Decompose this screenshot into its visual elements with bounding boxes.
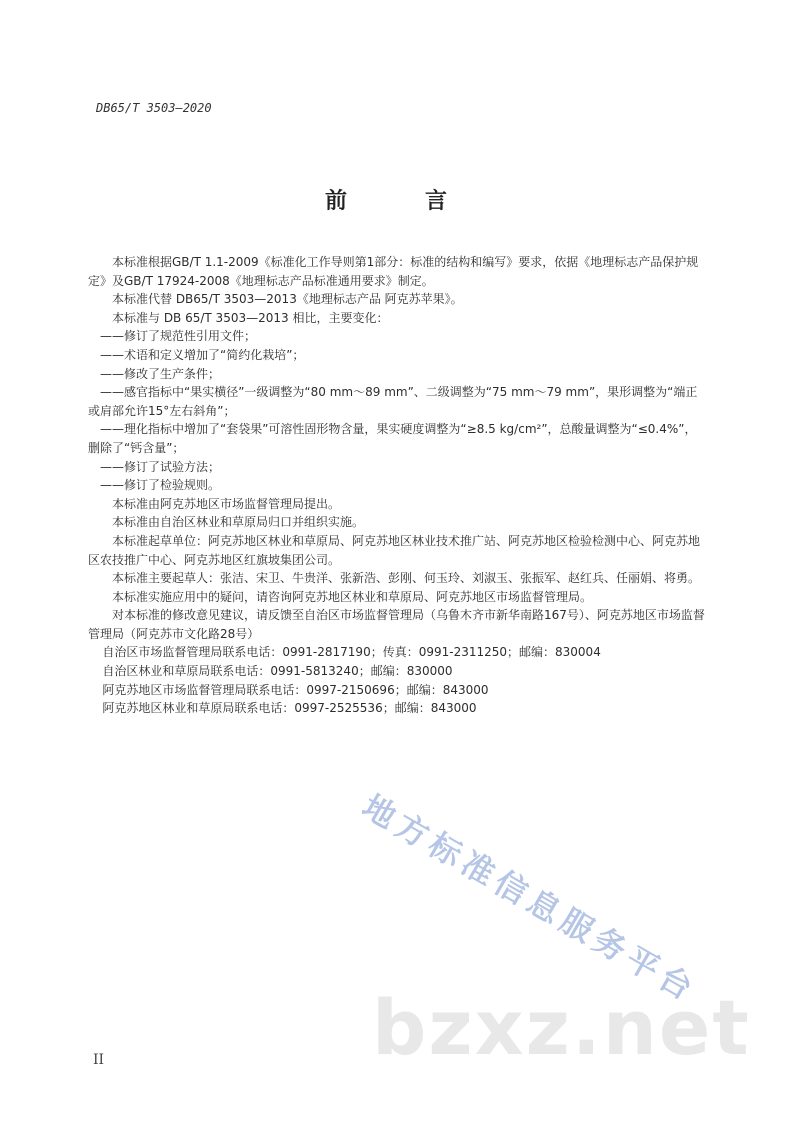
change-item: ——修订了检验规则。 <box>100 478 221 493</box>
paragraph-administrator: 本标准由自治区林业和草原局归口并组织实施。 <box>112 515 365 530</box>
contact-line: 自治区林业和草原局联系电话：0991-5813240；邮编：830000 <box>102 664 453 679</box>
document-code: DB65/T 3503—2020 <box>96 101 212 115</box>
change-item: ——理化指标中增加了“套袋果”可溶性固形物含量，果实硬度调整为“≥8.5 kg/cm²”，总酸量调整为“≤0.4%”，删除了“钙含量”； <box>88 422 697 455</box>
page-number: II <box>93 1052 105 1068</box>
paragraph-replaces: 本标准代替 DB65/T 3503—2013《地理标志产品 阿克苏苹果》。 <box>112 292 463 307</box>
paragraph-drafting-units: 本标准起草单位：阿克苏地区林业和草原局、阿克苏地区林业技术推广站、阿克苏地区检验检测中心、阿克苏地区农技推广中心、阿克苏地区红旗坡集团公司。 <box>88 533 701 567</box>
change-item: ——修改了生产条件； <box>100 366 221 381</box>
paragraph-basis: 本标准根据GB/T 1.1-2009《标准化工作导则第1部分：标准的结构和编写》要求，依据《地理标志产品保护规定》及GB/T 17924-2008《地理标志产品标准通用要求》制定。 <box>88 255 699 288</box>
contact-line: 阿克苏地区林业和草原局联系电话：0997-2525536；邮编：843000 <box>102 701 477 716</box>
paragraph-inquiries: 本标准实施应用中的疑问，请咨询阿克苏地区林业和草原局、阿克苏地区市场监督管理局。 <box>112 589 593 604</box>
page-title: 前 言 <box>324 188 475 214</box>
contact-line: 自治区市场监督管理局联系电话：0991-2817190；传真：0991-2311250；邮编：830004 <box>102 645 601 660</box>
foreword-body <box>88 253 706 718</box>
paragraph-drafters: 本标准主要起草人：张洁、宋卫、牛贵洋、张新浩、彭刚、何玉玲、刘淑玉、张振军、赵红兵、任丽娟、将勇。 <box>112 571 701 586</box>
contact-line: 阿克苏地区市场监督管理局联系电话：0997-2150696；邮编：843000 <box>102 682 489 697</box>
paragraph-changes-intro: 本标准与 DB 65/T 3503—2013 相比，主要变化： <box>112 310 389 325</box>
watermark-text-cn: 地方标准信息服务平台 <box>356 787 705 1011</box>
paragraph-proposer: 本标准由阿克苏地区市场监督管理局提出。 <box>112 496 341 511</box>
watermark-text-en: bzxz.net <box>372 983 751 1072</box>
change-item: ——修订了规范性引用文件； <box>100 329 257 344</box>
change-item: ——术语和定义增加了“简约化栽培”； <box>100 347 305 362</box>
change-item: ——修订了试验方法； <box>100 459 221 474</box>
paragraph-feedback: 对本标准的修改意见建议，请反馈至自治区市场监督管理局（乌鲁木齐市新华南路167号）、阿克苏地区市场监督管理局（阿克苏市文化路28号） <box>88 608 705 641</box>
change-item: ——感官指标中“果实横径”一级调整为“80 mm～89 mm”、二级调整为“75 mm～79 mm”，果形调整为“端正或肩部允许15°左右斜角”； <box>88 385 698 418</box>
